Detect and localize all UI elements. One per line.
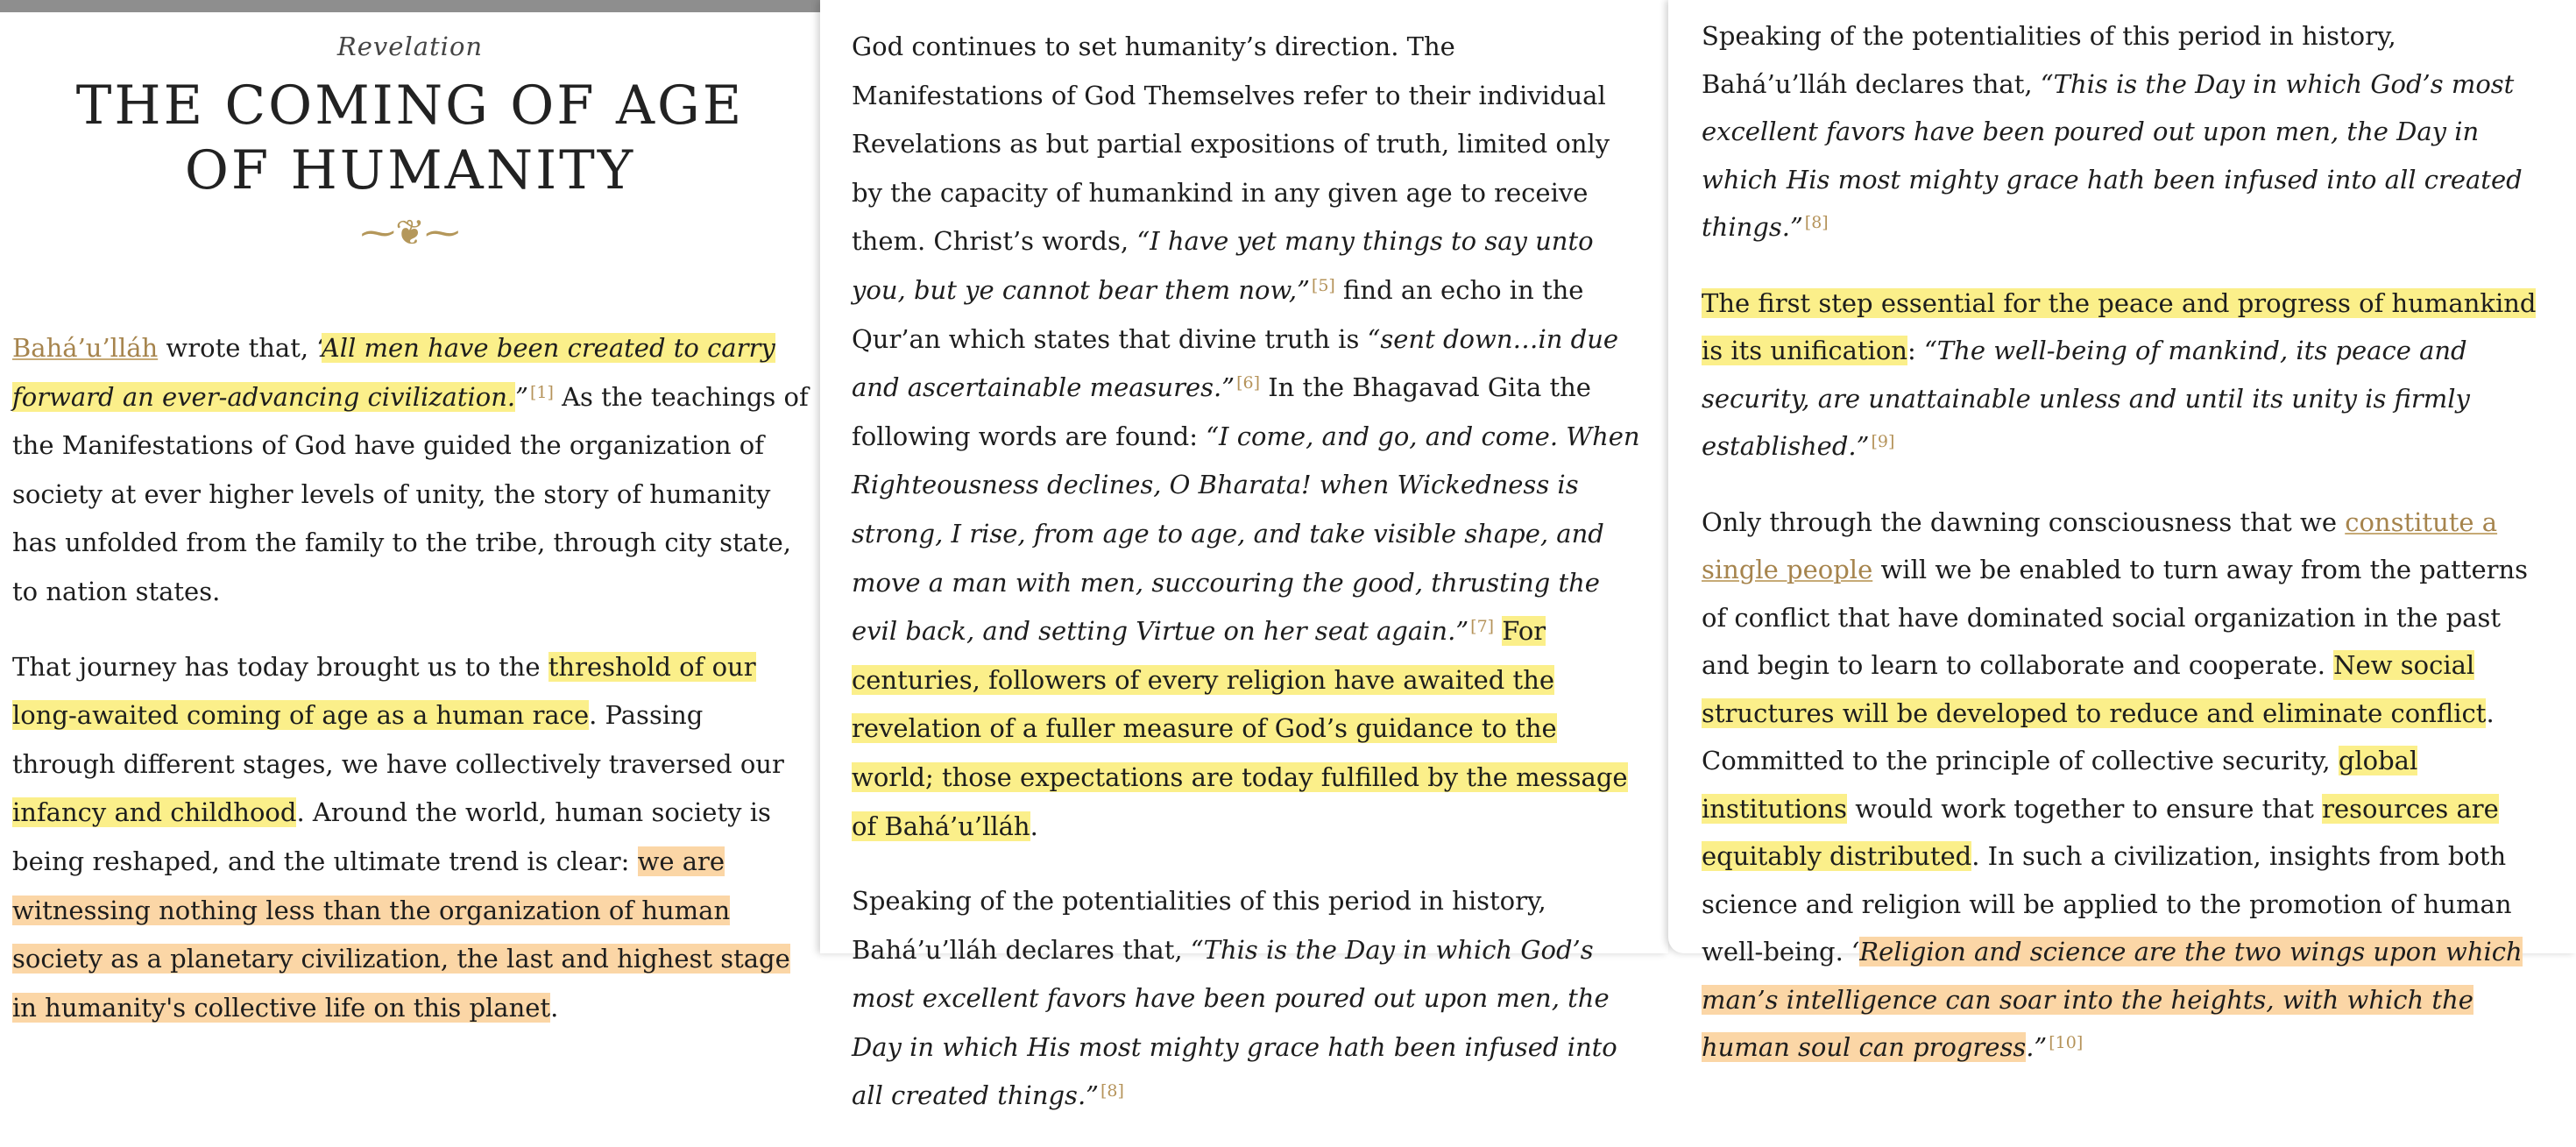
constitute-a-single-people-link[interactable]: constitute a single people [1702, 506, 2498, 584]
highlight-yellow[interactable]: For centuries, followers of every religion have awaited the revelation of a fuller measure of God’s guidance to the world; those expectations are today fulfilled by the message of Bahá’u’lláh [852, 616, 1628, 841]
page-middle [820, 0, 1668, 1111]
page-right [1668, 0, 2576, 1062]
chapter-label: Revelation [336, 32, 484, 61]
paragraph: God continues to set humanity’s direction. The Manifestations of God Themselves refer to their individual Revelations as but partial expositions of truth, limited only by the capacity of humankind in any given age to receive them. Christ’s words, “I have yet many things to say unto you, but ye cannot bear them now,” [5] find an echo in the Qur’an which states that divine truth is “sent down…in due and ascertainable measures.” [6] In the Bhagavad Gita the following words are found: “I come, and go, and come. When Righteousness declines, O Bharata! when Wickedness is strong, I rise, from age to age, and take visible shape, and move a man with men, succouring the good, thrusting the evil back, and setting Virtue on her seat again.” [7] For centuries, followers of every religion have awaited the revelation of a fuller measure of God’s guidance to the world; those expectations are today fulfilled by the message of Bahá’u’lláh. [852, 32, 1640, 841]
footnote-ref[interactable]: [6] [1236, 373, 1260, 393]
ornament-icon: ⁓❦⁓ [360, 213, 460, 253]
paragraph: That journey has today brought us to the threshold of our long-awaited coming of age as a human race. Passing through different stages, we have collectively traversed our infancy and childhood. Around the world, human society is being reshaped, and the ultimate trend is clear: we are witnessing nothing less than the organization of human society as a planetary civilization, the last and highest stage in humanity's collective life on this planet. [12, 651, 790, 1023]
footnote-ref[interactable]: [5] [1311, 275, 1335, 295]
paragraph: Speaking of the potentialities of this period in history, Bahá’u’lláh declares that, “This is the Day in which God’s most excellent favors have been poured out upon men, the Day in which His most mighty grace hath been infused into all created things.” [8] [1702, 21, 2523, 242]
page-right-body [1702, 12, 2543, 1100]
highlight-orange[interactable]: Religion and science are the two wings upon which man’s intelligence can soar into the heights, with which the human soul can progress [1702, 937, 2523, 1062]
highlight-orange[interactable]: we are witnessing nothing less than the organization of human society as a planetary civilization, the last and highest stage in humanity's collective life on this planet [12, 846, 790, 1023]
paragraph: Only through the dawning consciousness that we constitute a single people will we be enabled to turn away from the patterns of conflict that have dominated social organization in the past and begin to learn to collaborate and cooperate. New social structures will be developed to reduce and eliminate conflict. Committed to the principle of collective security, global institutions would work together to ensure that resources are equitably distributed. In such a civilization, insights from both science and religion will be applied to the promotion of human well-being. ‘Religion and science are the two wings upon which man’s intelligence can soar into the heights, with which the human soul can progress.” [10] [1702, 506, 2529, 1062]
highlight-yellow[interactable]: The first step essential for the peace and progress of humankind is its unification [1702, 287, 2537, 365]
footnote-ref[interactable]: [8] [1804, 213, 1829, 232]
highlight-yellow[interactable]: threshold of our long-awaited coming of age as a human race [12, 651, 756, 731]
footnote-ref[interactable]: [7] [1470, 617, 1495, 637]
title-line-1: THE COMING OF AGE [75, 74, 745, 137]
footnote-ref[interactable]: [10] [2049, 1033, 2084, 1052]
highlight-yellow[interactable]: global institutions [1702, 746, 2418, 824]
progress-bar [0, 0, 820, 12]
title-line-2: OF HUMANITY [184, 139, 636, 202]
highlight-yellow[interactable]: New social structures will be developed to reduce and eliminate conflict [1702, 650, 2487, 728]
page-middle-body [852, 23, 1640, 1147]
paragraph: The first step essential for the peace and progress of humankind is its unification: “The well-being of mankind, its peace and security, are unattainable unless and until its unity is firmly established.” [9] [1702, 287, 2537, 461]
page-left-body [12, 324, 811, 1058]
footnote-ref[interactable]: [8] [1100, 1081, 1124, 1101]
paragraph: Speaking of the potentialities of this period in history, Bahá’u’lláh declares that, “This is the Day in which God’s most excellent favors have been poured out upon men, the Day in which His most mighty grace hath been infused into all created things.” [8] [852, 886, 1617, 1111]
highlight-yellow[interactable]: infancy and childhood [12, 797, 297, 828]
highlight-yellow[interactable]: resources are equitably distributed [1702, 793, 2499, 871]
paragraph: Bahá’u’lláh wrote that, ‘All men have been created to carry forward an ever-advancing civilization.” [1] As the teachings of the Manifestations of God have guided the organization of society at ever higher levels of unity, the story of humanity has unfolded from the family to the tribe, through city state, to nation states. [12, 333, 809, 606]
chapter-title [0, 74, 820, 203]
footnote-ref[interactable]: [9] [1871, 432, 1895, 451]
bahaullah-link[interactable]: Bahá’u’lláh [12, 333, 159, 363]
highlight-yellow[interactable]: All men have been created to carry forward an ever-advancing civilization. [12, 333, 775, 412]
page-left [0, 0, 820, 1023]
footnote-ref[interactable]: [1] [529, 382, 554, 402]
